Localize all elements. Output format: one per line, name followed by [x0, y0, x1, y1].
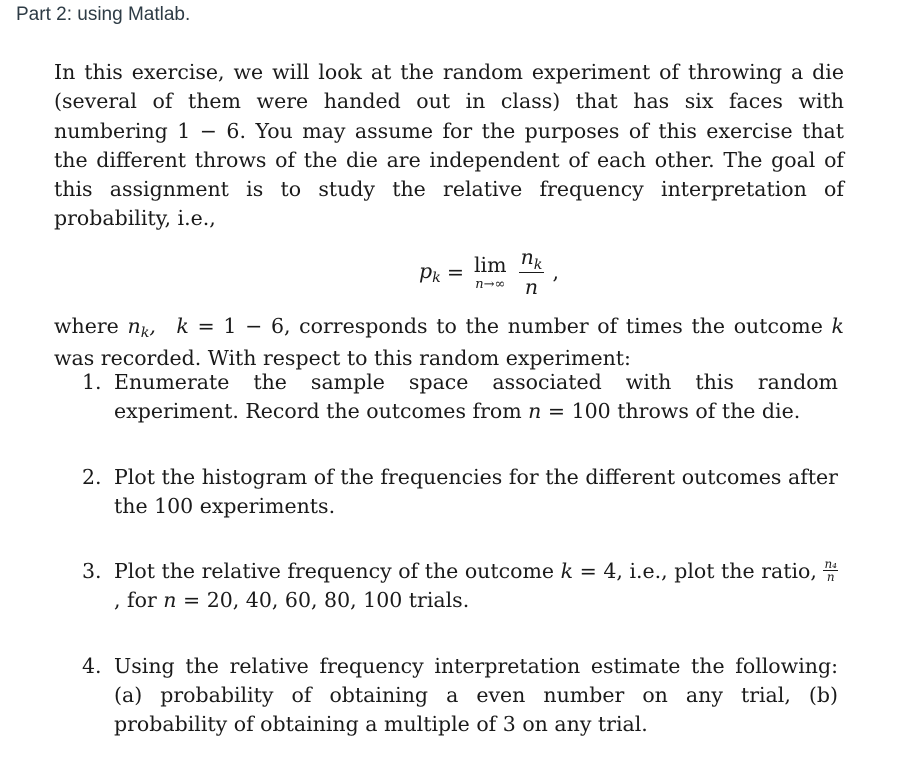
intro-paragraph — [54, 58, 844, 234]
eq-equals: = — [446, 260, 464, 285]
intro-line-4: throws of the die are independent of each other. The goal of this assignment — [54, 147, 844, 202]
eq-trailing-comma: , — [552, 260, 559, 285]
item-text: Enumerate the sample space associated with this random experiment. Record the outcomes from n = 100 throws of the die. — [114, 370, 838, 424]
item-text: Using the relative frequency interpretation estimate the following: (a) probability of obtaining a even number on any trial, (b) probability of obtaining a multiple of 3 on any trial. — [114, 653, 838, 737]
eq-lhs: $p_k$ — [418, 258, 441, 286]
item-number: 4. — [82, 653, 102, 678]
list-item — [82, 652, 838, 740]
intro-line-5: is to study the relative frequency interpretation of probability, i.e., — [54, 177, 844, 231]
item-number: 3. — [82, 559, 102, 584]
intro-line-2: (several of them were handed out in class) that has six faces with numbering — [54, 89, 844, 143]
definition-line-2: was recorded. With respect to this random experiment: — [54, 346, 631, 371]
list-item — [82, 368, 838, 427]
page-header: Part 2: using Matlab. — [16, 4, 191, 25]
list-item — [82, 463, 838, 522]
ratio-fraction: $\frac{\text{n₄}}{n}$ — [824, 556, 837, 585]
intro-line-3: 1 − 6. You may assume for the purposes of this exercise that the different — [54, 118, 844, 172]
eq-limit: lim n→∞ — [474, 252, 507, 293]
limit-equation — [134, 234, 844, 312]
item-text: Plot the histogram of the frequencies for the different outcomes after the 100 experiments. — [114, 464, 838, 518]
document-body — [54, 58, 844, 373]
task-list — [82, 368, 838, 776]
intro-line-1: In this exercise, we will look at the random experiment of throwing a die — [54, 60, 844, 84]
list-item — [82, 557, 838, 616]
item-number: 1. — [82, 370, 102, 394]
definition-paragraph: where $n_k$, k = 1 − 6, corresponds to the number of times the outcome k was recorded. With respect to this random experiment: — [54, 313, 844, 371]
item-number: 2. — [82, 464, 102, 489]
item-text: Plot the relative frequency of the outcome k = 4, i.e., plot the ratio, $\frac{\text{n₄}}{n}$ , for n = 20, 40, 60, 80, 100 trials. — [114, 556, 837, 613]
eq-fraction: $\frac{n_k}{n}$ — [520, 245, 543, 299]
